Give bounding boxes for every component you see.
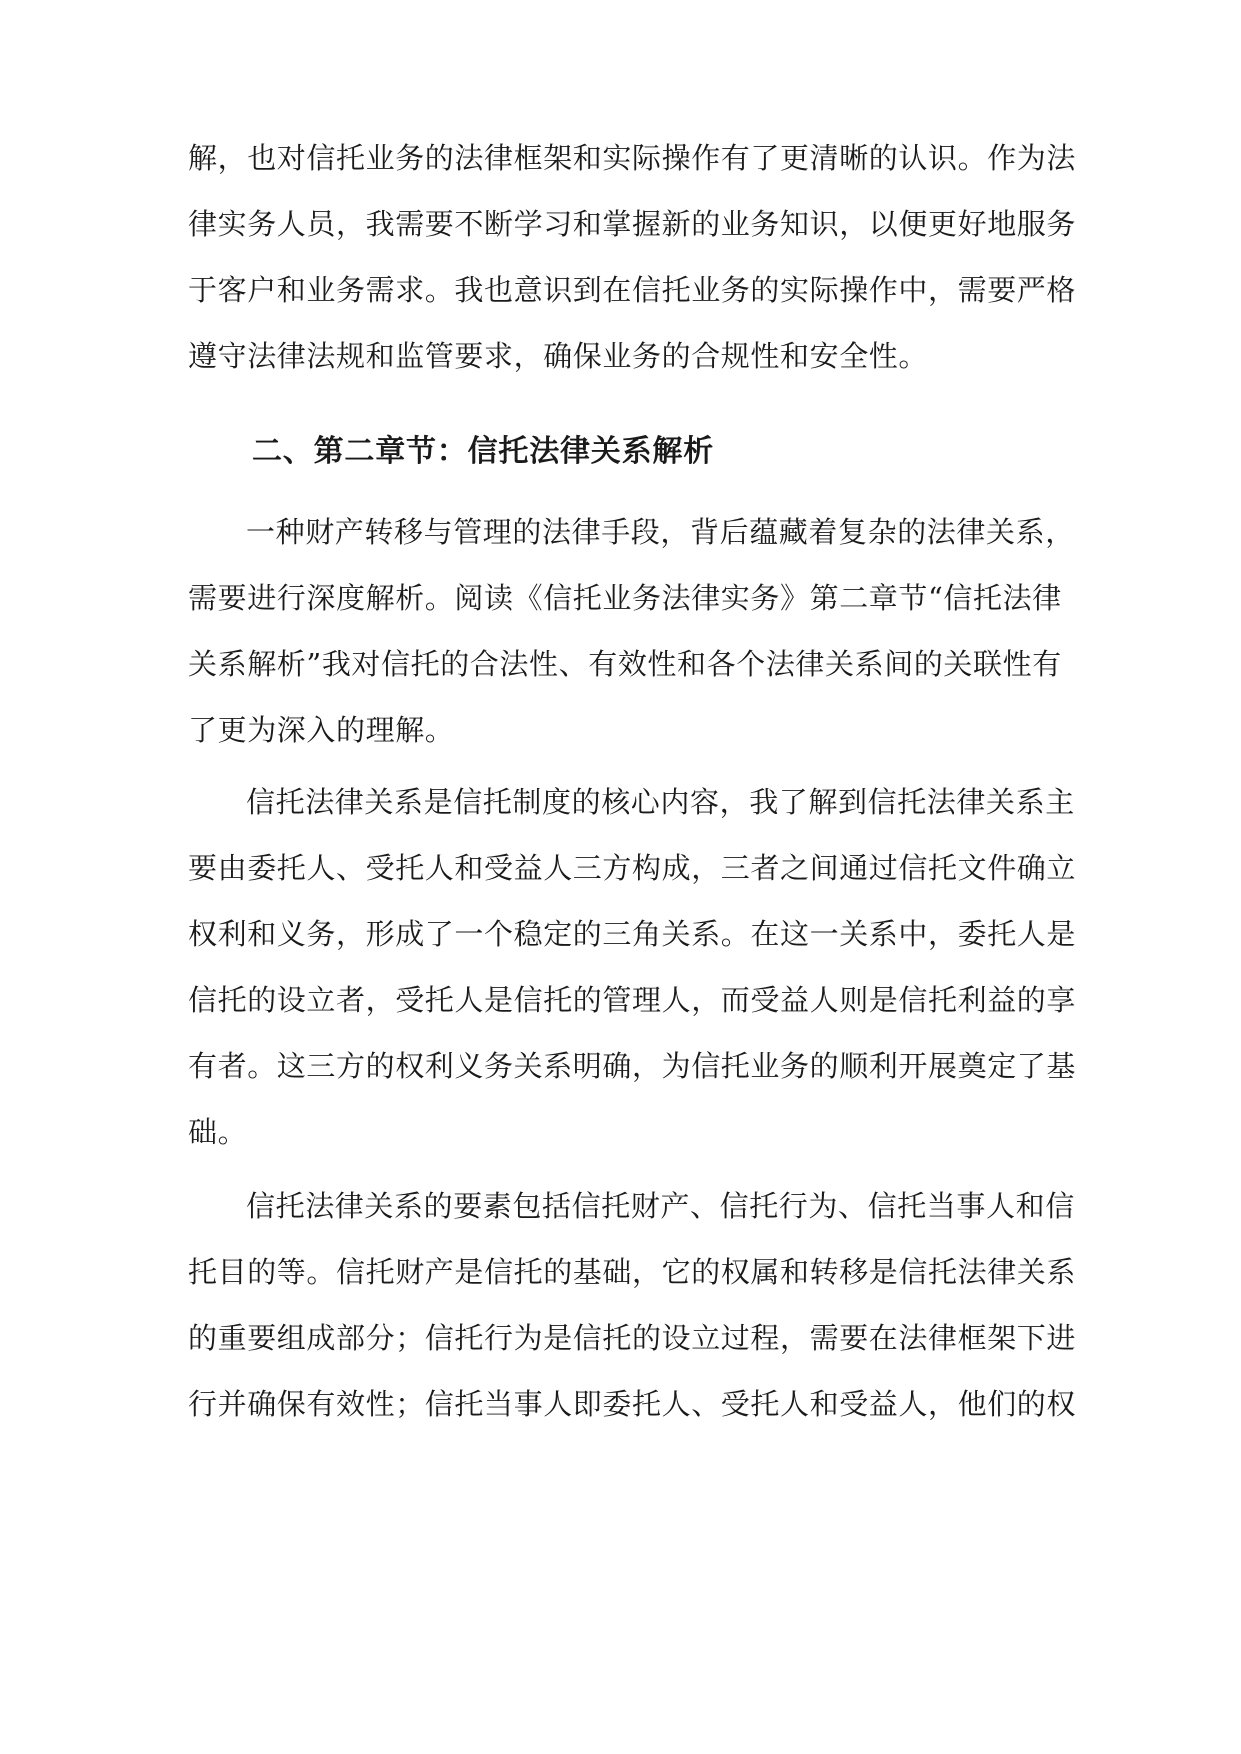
paragraph-line: 于客户和业务需求。我也意识到在信托业务的实际操作中，需要严格 [188, 273, 1077, 307]
paragraph-line: 关系解析”我对信托的合法性、有效性和各个法律关系间的关联性有 [188, 647, 1062, 681]
paragraph-line: 遵守法律法规和监管要求，确保业务的合规性和安全性。 [188, 339, 929, 373]
paragraph-line: 托目的等。信托财产是信托的基础，它的权属和转移是信托法律关系 [188, 1255, 1077, 1289]
paragraph-line: 权利和义务，形成了一个稳定的三角关系。在这一关系中，委托人是 [188, 917, 1077, 951]
paragraph-line: 有者。这三方的权利义务关系明确，为信托业务的顺利开展奠定了基 [188, 1049, 1077, 1083]
paragraph-line: 信托法律关系是信托制度的核心内容，我了解到信托法律关系主 [246, 785, 1075, 819]
paragraph-line: 一种财产转移与管理的法律手段，背后蕴藏着复杂的法律关系， [246, 515, 1075, 549]
paragraph-line: 信托法律关系的要素包括信托财产、信托行为、信托当事人和信 [246, 1189, 1075, 1223]
paragraph-line: 的重要组成部分；信托行为是信托的设立过程，需要在法律框架下进 [188, 1321, 1077, 1355]
paragraph-line: 解，也对信托业务的法律框架和实际操作有了更清晰的认识。作为法 [188, 141, 1077, 175]
paragraph-line: 础。 [188, 1115, 248, 1149]
paragraph-line: 律实务人员，我需要不断学习和掌握新的业务知识，以便更好地服务 [188, 207, 1077, 241]
section-heading: 二、第二章节：信托法律关系解析 [252, 434, 714, 469]
paragraph-line: 要由委托人、受托人和受益人三方构成，三者之间通过信托文件确立 [188, 851, 1077, 885]
paragraph-line: 了更为深入的理解。 [188, 713, 455, 747]
paragraph-line: 需要进行深度解析。阅读《信托业务法律实务》第二章节“信托法律 [188, 581, 1062, 615]
paragraph-line: 行并确保有效性；信托当事人即委托人、受托人和受益人，他们的权 [188, 1387, 1077, 1421]
paragraph-line: 信托的设立者，受托人是信托的管理人，而受益人则是信托利益的享 [188, 983, 1077, 1017]
